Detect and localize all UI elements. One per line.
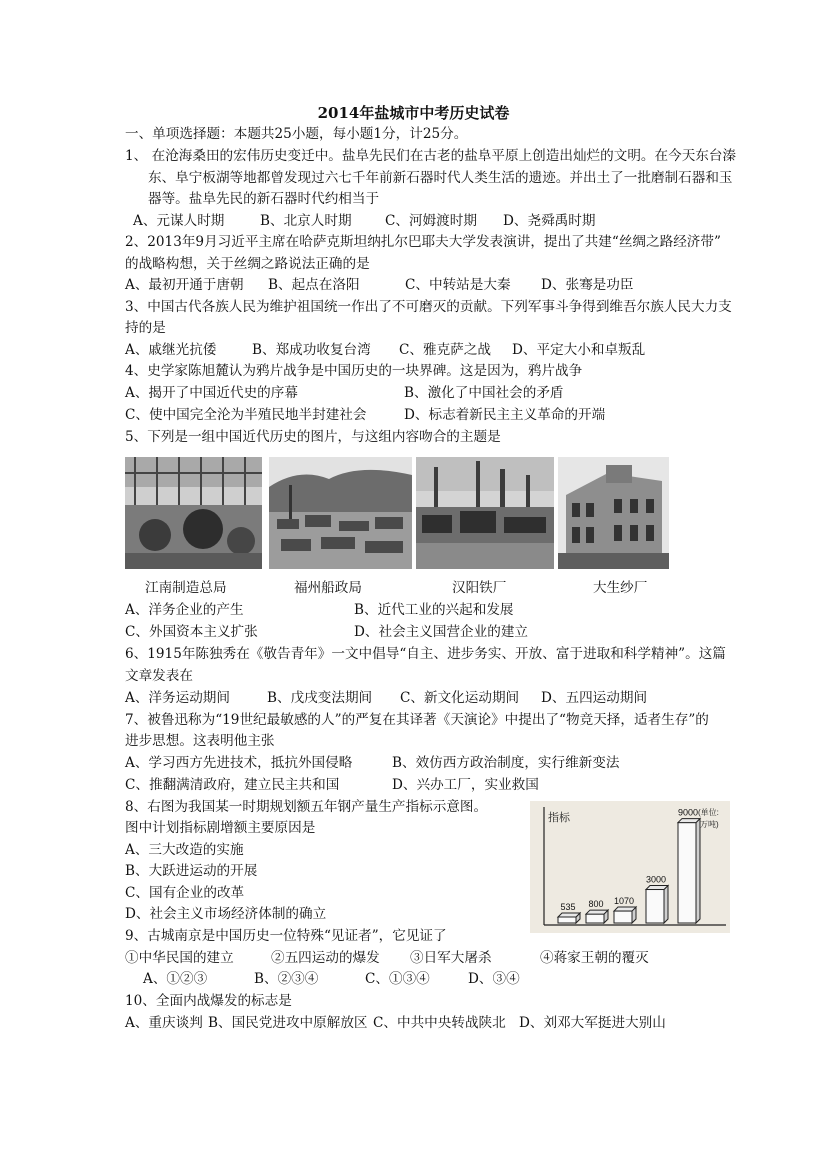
q10-option-c: C、中共中央转战陕北 (373, 1015, 506, 1031)
q1-line-1: 1、 在沧海桑田的宏伟历史变迁中。盐阜先民们在古老的盐阜平原上创造出灿烂的文明。在今天东台溱 (125, 148, 737, 164)
q1-option-b: B、北京人时期 (260, 213, 352, 229)
photo-dasheng-mill (558, 457, 669, 569)
q5-line-1: 5、下列是一组中国近代历史的图片，与这组内容吻合的主题是 (125, 429, 501, 445)
photo-fuzhou-shipyard (269, 457, 412, 569)
bar-side-5 (696, 819, 700, 923)
steel-output-chart (530, 801, 730, 933)
bar-top-5 (678, 819, 700, 823)
q6-options (0, 688, 827, 708)
q10-options (0, 1013, 827, 1033)
q7-option-b: B、效仿西方政治制度，实行维新变法 (392, 755, 620, 771)
mill-building-image (558, 457, 669, 569)
q9-option-a: A、①②③ (143, 971, 208, 987)
bar-3 (614, 911, 632, 923)
bar-5 (678, 823, 696, 923)
q7-line-2: 进步思想。这表明他主张 (125, 733, 275, 749)
q9-options (0, 969, 827, 989)
q8-option-c: C、国有企业的改革 (125, 885, 245, 901)
q9-item-4: ④蒋家王朝的覆灭 (540, 950, 649, 966)
q3-option-a: A、戚继光抗倭 (125, 342, 217, 358)
q3-option-c: C、雅克萨之战 (399, 342, 491, 358)
q3-line-2: 持的是 (125, 320, 166, 336)
q2-line-1: 2、2013年9月习近平主席在哈萨克斯坦纳扎尔巴耶夫大学发表演讲，提出了共建“丝绸之路经济带” (125, 234, 721, 250)
q6-option-b: B、戊戌变法期间 (267, 690, 373, 706)
q2-line-2: 的战略构想，关于丝绸之路说法正确的是 (125, 256, 370, 272)
q9-line-1: 9、古城南京是中国历史一位特殊“见证者”，它见证了 (125, 928, 447, 944)
shipyard-image (269, 457, 412, 569)
bar-value-label-2: 800 (588, 899, 604, 910)
q10-option-b: B、国民党进攻中原解放区 (208, 1015, 368, 1031)
q5-options-row-1 (0, 600, 827, 620)
q8-option-a: A、三大改造的实施 (125, 842, 244, 858)
q2-option-a: A、最初开通于唐朝 (125, 277, 244, 293)
bar-value-label-5: 9000 (677, 807, 699, 818)
q4-option-d: D、标志着新民主主义革命的开端 (404, 407, 606, 423)
q5-option-c: C、外国资本主义扩张 (125, 624, 258, 640)
ironworks-image (416, 457, 554, 569)
page-title: 2014年盐城市中考历史试卷 (317, 104, 510, 122)
caption-dasheng: 大生纱厂 (593, 580, 648, 596)
q7-line-1: 7、被鲁迅称为“19世纪最敏感的人”的严复在其译著《天演论》中提出了“物竞天择，适者生存”的 (125, 712, 709, 728)
q4-option-a: A、揭开了中国近代史的序幕 (125, 385, 298, 401)
q7-options-row-2 (0, 775, 827, 795)
q6-option-d: D、五四运动期间 (541, 690, 648, 706)
q9-item-2: ②五四运动的爆发 (271, 950, 380, 966)
caption-jiangnan: 江南制造总局 (145, 580, 227, 596)
q4-option-c: C、使中国完全沦为半殖民地半封建社会 (125, 407, 367, 423)
bar-value-label-4: 3000 (645, 874, 667, 885)
caption-hanyang: 汉阳铁厂 (452, 580, 507, 596)
photo-jiangnan-arsenal (125, 457, 262, 569)
caption-fuzhou: 福州船政局 (294, 580, 362, 596)
q3-line-1: 3、中国古代各族人民为维护祖国统一作出了不可磨灭的贡献。下列军事斗争得到维吾尔族人民大力支 (125, 299, 732, 315)
q2-option-d: D、张骞是功臣 (541, 277, 634, 293)
q9-item-3: ③日军大屠杀 (410, 950, 492, 966)
bar-value-label-3: 1070 (613, 896, 635, 907)
q4-option-b: B、激化了中国社会的矛盾 (404, 385, 564, 401)
bar-top-3 (614, 907, 636, 911)
q8-option-b: B、大跃进运动的开展 (125, 863, 258, 879)
bar-2 (586, 914, 604, 923)
bar-top-2 (586, 910, 608, 914)
q5-option-d: D、社会主义国营企业的建立 (354, 624, 529, 640)
q5-option-a: A、洋务企业的产生 (125, 602, 244, 618)
q2-options (0, 275, 827, 295)
q1-option-c: C、河姆渡时期 (385, 213, 477, 229)
y-axis-label: 指标 (548, 812, 570, 824)
unit-label-1: (单位: (698, 808, 719, 817)
q3-option-d: D、平定大小和卓叛乱 (512, 342, 646, 358)
q9-option-d: D、③④ (468, 971, 520, 987)
bar-top-4 (646, 886, 668, 890)
q9-items (0, 948, 827, 968)
photo-hanyang-ironworks (416, 457, 554, 569)
q1-option-a: A、元谋人时期 (133, 213, 225, 229)
q1-option-d: D、尧舜禹时期 (503, 213, 596, 229)
q1-line-3: 器等。盐阜先民的新石器时代约相当于 (148, 191, 380, 207)
q8-line-2: 图中计划指标剧增额主要原因是 (125, 820, 316, 836)
factory-interior-image (125, 457, 262, 569)
q7-options-row-1 (0, 753, 827, 773)
q10-line-1: 10、全面内战爆发的标志是 (125, 993, 292, 1009)
bar-side-4 (664, 886, 668, 923)
chart-svg (530, 801, 730, 933)
bar-4 (646, 890, 664, 923)
q1-line-2: 东、阜宁板湖等地都曾发现过六七千年前新石器时代人类生活的遗迹。并出土了一批磨制石器和玉 (148, 170, 733, 186)
q6-line-1: 6、1915年陈独秀在《敬告青年》一文中倡导“自主、进步务实、开放、富于进取和科学精神”。这篇 (125, 646, 726, 662)
q10-option-d: D、刘邓大军挺进大别山 (519, 1015, 666, 1031)
q9-option-c: C、①③④ (365, 971, 430, 987)
q4-options-row-1 (0, 383, 827, 403)
bar-1 (558, 917, 576, 923)
q7-option-c: C、推翻满清政府，建立民主共和国 (125, 777, 340, 793)
q5-option-b: B、近代工业的兴起和发展 (354, 602, 514, 618)
q7-option-a: A、学习西方先进技术，抵抗外国侵略 (125, 755, 353, 771)
q10-option-a: A、重庆谈判 (125, 1015, 203, 1031)
q8-line-1: 8、右图为我国某一时期规划额五年钢产量生产指标示意图。 (125, 799, 488, 815)
q2-option-b: B、起点在洛阳 (268, 277, 360, 293)
bar-value-label-1: 535 (560, 902, 576, 912)
q6-option-c: C、新文化运动期间 (400, 690, 520, 706)
q8-option-d: D、社会主义市场经济体制的确立 (125, 906, 327, 922)
q9-item-1: ①中华民国的建立 (125, 950, 234, 966)
q1-options (0, 211, 827, 231)
q7-option-d: D、兴办工厂，实业救国 (392, 777, 539, 793)
q6-option-a: A、洋务运动期间 (125, 690, 230, 706)
bar-top-1 (558, 913, 580, 917)
unit-label-2: 万吨) (700, 820, 719, 829)
q4-options-row-2 (0, 405, 827, 425)
q9-option-b: B、②③④ (254, 971, 319, 987)
q3-options (0, 340, 827, 360)
q3-option-b: B、郑成功收复台湾 (252, 342, 371, 358)
q5-options-row-2 (0, 622, 827, 642)
section-heading: 一、单项选择题：本题共25小题，每小题1分，计25分。 (125, 126, 468, 142)
q6-line-2: 文章发表在 (125, 668, 193, 684)
q4-line-1: 4、史学家陈旭麓认为鸦片战争是中国历史的一块界碑。这是因为，鸦片战争 (125, 363, 583, 379)
q2-option-c: C、中转站是大秦 (405, 277, 511, 293)
